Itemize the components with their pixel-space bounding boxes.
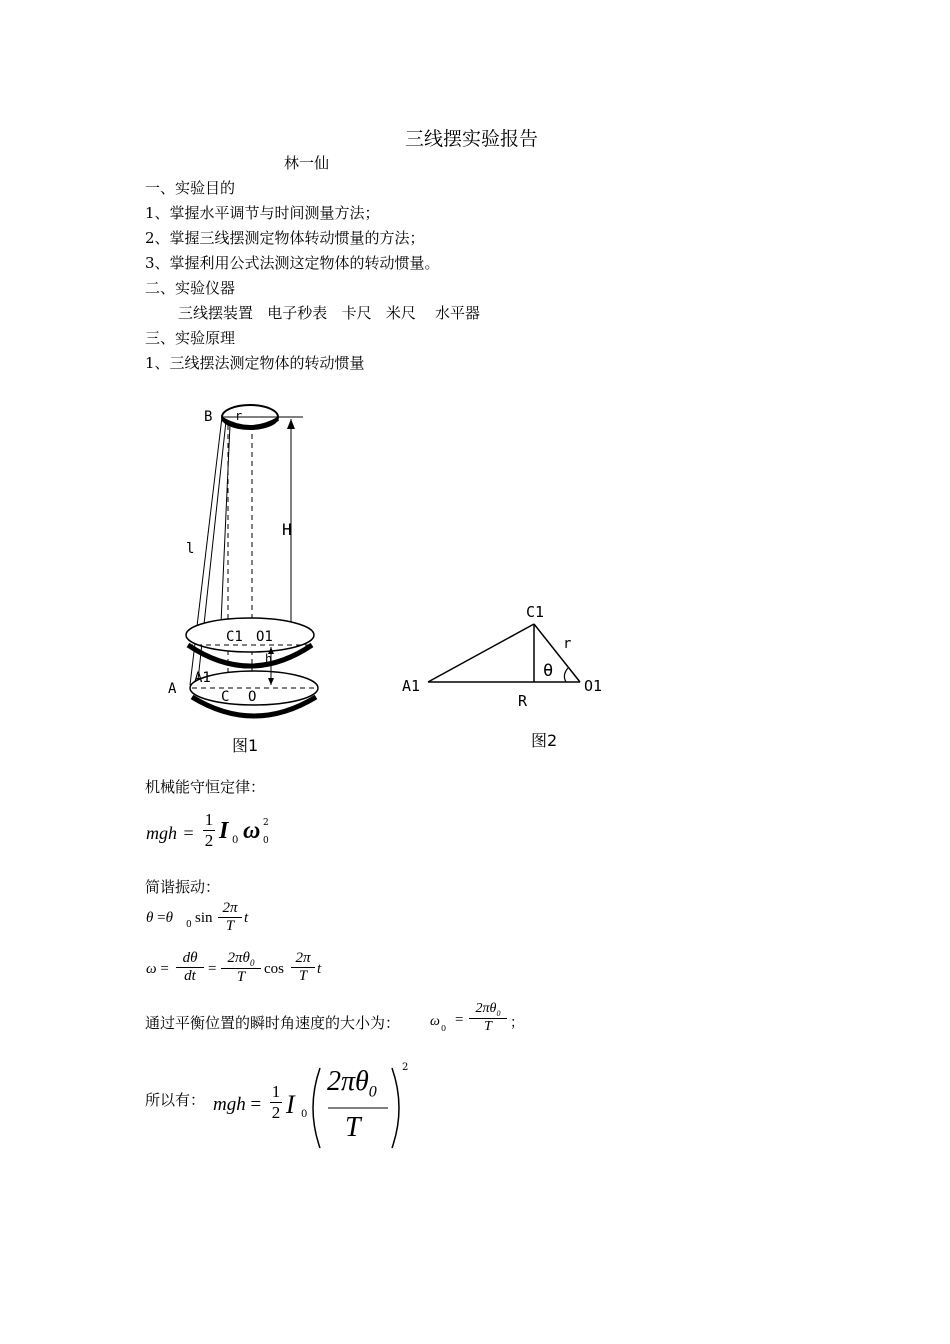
formula-omega-derivative: $\frac{d\theta}{dt}$ <box>176 950 204 985</box>
fig2-label-C1: C1 <box>526 603 545 621</box>
formula-omega-frac: $\frac{2\pi}{T}$ <box>291 950 315 985</box>
purpose-item-1: 1、掌握水平调节与时间测量方法； <box>145 204 380 222</box>
fig2-label-r: r <box>563 636 572 652</box>
formula-omega0-frac: $\frac{2\pi\theta_0}{T}$ <box>469 1001 507 1035</box>
page-title: 三线摆实验报告 <box>405 128 539 150</box>
formula-omega-lhs: ω = <box>146 961 169 977</box>
label-A: A <box>168 681 177 697</box>
formula-energy-half: $\frac{1}{2}$ <box>204 810 214 850</box>
energy-heading: 机械能守恒定律： <box>145 778 266 796</box>
label-C1: C1 <box>226 629 243 645</box>
purpose-item-2: 2、掌握三线摆测定物体转动惯量的方法； <box>145 229 425 247</box>
formula-theta-frac: $\frac{2\pi}{T}$ <box>218 900 242 935</box>
fig2-label-theta: θ <box>543 661 554 681</box>
label-O: O <box>248 689 257 705</box>
label-B: B <box>204 409 213 425</box>
formula-omega0-sub: 0 <box>441 1024 447 1033</box>
label-A1: A1 <box>194 670 211 686</box>
section-heading-purpose: 一、实验目的 <box>145 179 236 197</box>
velocity-semicolon: ； <box>510 1015 524 1031</box>
fig2-label-O1: O1 <box>584 677 603 695</box>
formula-final-I-sub: 0 <box>301 1109 308 1120</box>
formula-final-I: I <box>286 1090 295 1119</box>
formula-theta-sin: sin <box>195 910 213 926</box>
label-h: h <box>265 652 273 666</box>
therefore-text: 所以有： <box>145 1091 206 1109</box>
formula-energy-omega: ω <box>243 818 261 844</box>
triangle-side-r <box>534 624 580 682</box>
fig2-label-R: R <box>518 692 528 710</box>
label-O1: O1 <box>256 629 273 645</box>
formula-theta-lhs: θ =θ <box>146 910 173 926</box>
figure-1-pendulum-diagram <box>160 395 340 725</box>
rotated-disk-shape <box>186 618 314 652</box>
formula-energy-omega-sub: 0 <box>263 836 269 846</box>
label-l: l <box>186 541 195 557</box>
formula-final-numerator: $2\pi\theta_0$ <box>327 1066 377 1101</box>
velocity-text: 通过平衡位置的瞬时角速度的大小为： <box>145 1014 401 1032</box>
formula-omega-cos: cos <box>264 961 284 977</box>
figure-2-triangle-diagram <box>398 598 613 713</box>
formula-energy-I: I <box>219 818 229 844</box>
formula-final-denominator: T <box>345 1112 361 1143</box>
formula-energy-lhs: mgh = <box>146 823 194 843</box>
formula-final-square: 2 <box>402 1062 409 1073</box>
author-name: 林一仙 <box>284 154 330 172</box>
section-heading-instruments: 二、实验仪器 <box>145 279 236 297</box>
label-r: r <box>235 409 243 423</box>
formula-omega0-eq: = <box>455 1012 464 1028</box>
formula-theta0-sub: 0 <box>186 920 192 930</box>
principle-item-1: 1、三线摆法测定物体的转动惯量 <box>145 354 365 372</box>
formula-energy-I-sub: 0 <box>232 835 239 846</box>
formula-theta-t: t <box>244 910 249 926</box>
formula-final-lhs: mgh = <box>213 1094 262 1115</box>
shm-heading: 简谐振动： <box>145 878 221 896</box>
figure-2-caption: 图2 <box>531 731 558 750</box>
formula-final-half: $\frac{1}{2}$ <box>271 1082 281 1122</box>
fig2-label-A1: A1 <box>402 677 421 695</box>
formula-energy-omega-sup: 2 <box>263 818 269 828</box>
purpose-item-3: 3、掌握利用公式法测这定物体的转动惯量。 <box>145 254 440 272</box>
label-C: C <box>221 689 230 705</box>
formula-omega-t: t <box>317 961 322 977</box>
formula-omega0-lhs: ω <box>430 1014 440 1029</box>
formula-omega-eq2: = <box>208 961 217 977</box>
instrument-list: 三线摆装置 电子秒表 卡尺 米尺 水平器 <box>178 304 480 322</box>
formula-omega-amplitude: $\frac{2\pi\theta_0}{T}$ <box>221 950 261 986</box>
figure-1-caption: 图1 <box>232 736 259 755</box>
section-heading-principle: 三、实验原理 <box>145 329 236 347</box>
label-H: H <box>282 520 292 539</box>
height-arrow-top <box>287 419 295 429</box>
theta-angle-arc <box>564 668 568 682</box>
triangle-hypotenuse-left <box>428 624 534 682</box>
